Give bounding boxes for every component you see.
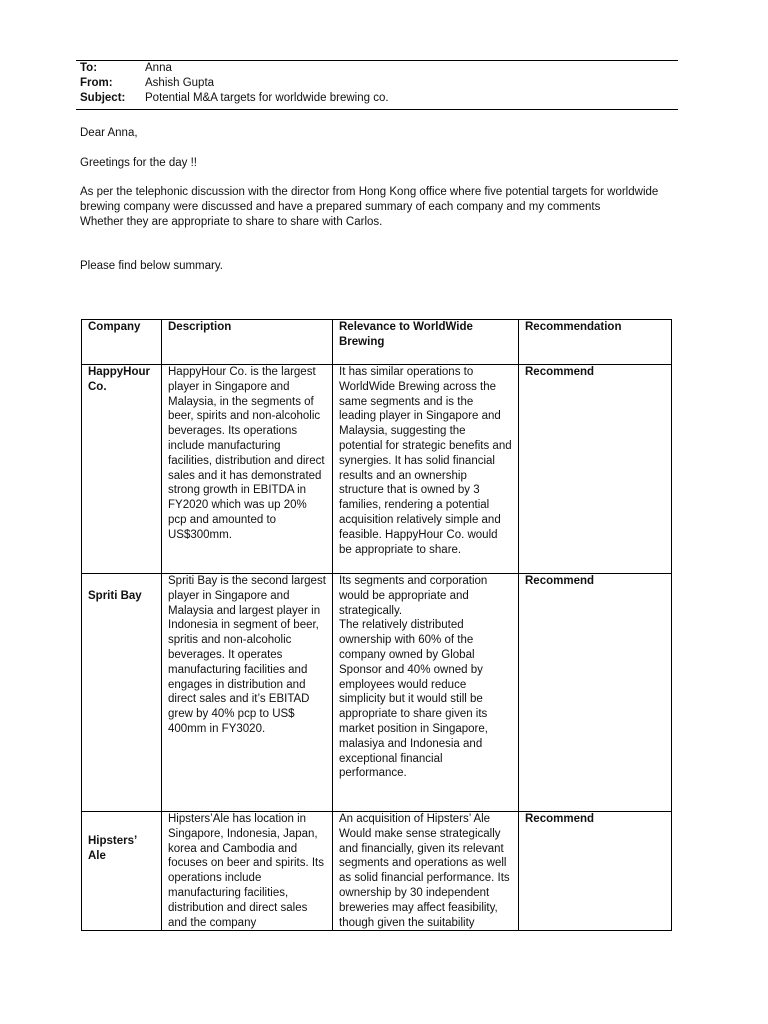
description-cell xyxy=(162,812,333,931)
description-cell xyxy=(162,365,333,574)
to-value: Anna xyxy=(145,62,172,74)
recommendation-cell xyxy=(519,365,672,574)
relevance-text: It has similar operations to WorldWide Brewing across the same segments and is the leading player in Singapore and Malaysia, suggesting the potential for strategic benefits and synergies. It has solid financial results and an ownership structure that is owned by 3 families, rendering a potential acquisition relatively simple and feasible. HappyHour Co. would be appropriate to share. xyxy=(339,366,512,556)
table-header-row xyxy=(82,320,672,365)
header-recommendation: Recommendation xyxy=(519,320,672,365)
from-label: From: xyxy=(80,77,113,89)
company-name: Hipsters’ Ale xyxy=(88,835,137,862)
table-row xyxy=(82,812,672,931)
to-line xyxy=(80,61,172,76)
description-text: HappyHour Co. is the largest player in Singapore and Malaysia, in the segments of beer, spirits and non-alcoholic beverages. Its operations include manufacturing facilities, distribution and direct sales and it has demonstrated strong growth in EBITDA in FY2020 which was up 20% pcp and amounted to US$300mm. xyxy=(168,366,325,541)
relevance-cell xyxy=(333,812,519,931)
salutation: Dear Anna, xyxy=(80,127,138,139)
intro-paragraph: As per the telephonic discussion with the director from Hong Kong office where five potential targets for worldwide brewing company were discussed and have a prepared summary of each company and my comments Whether they are appropriate to share to share with Carlos. xyxy=(80,186,659,228)
company-name: Spriti Bay xyxy=(88,590,142,602)
greeting: Greetings for the day !! xyxy=(80,157,197,169)
company-name: HappyHour Co. xyxy=(88,366,150,393)
summary-table xyxy=(81,319,672,931)
description-text: Hipsters’Ale has location in Singapore, Indonesia, Japan, korea and Cambodia and focuses on beer and spirits. Its operations include manufacturing facilities, distribution and direct sales and the company xyxy=(168,813,324,929)
subject-value: Potential M&A targets for worldwide brewing co. xyxy=(145,92,389,104)
relevance-text: Its segments and corporation would be appropriate and strategically. The relatively distributed ownership with 60% of the company owned by Global Sponsor and 40% owned by employees would reduce simplicity but it would still be appropriate to share given its market position in Singapore, malasiya and Indonesia and exceptional financial performance. xyxy=(339,575,488,780)
subject-label: Subject: xyxy=(80,92,126,104)
company-cell xyxy=(82,812,162,931)
header-company: Company xyxy=(82,320,162,365)
header-bottom-rule xyxy=(76,109,678,110)
description-text: Spriti Bay is the second largest player in Singapore and Malaysia and largest player in Indonesia in segment of beer, spritis and non-alcoholic beverages. It operates manufacturing facilities and engages in distribution and direct sales and it’s EBITAD grew by 40% pcp to US$ 400mm in FY3020. xyxy=(168,575,326,735)
recommendation-cell xyxy=(519,574,672,812)
recommendation-text: Recommend xyxy=(525,575,595,587)
to-label: To: xyxy=(80,62,98,74)
table-row xyxy=(82,365,672,574)
table-row xyxy=(82,574,672,812)
company-cell xyxy=(82,365,162,574)
recommendation-text: Recommend xyxy=(525,366,595,378)
header-description: Description xyxy=(162,320,333,365)
from-value: Ashish Gupta xyxy=(145,77,215,89)
recommendation-cell xyxy=(519,812,672,931)
relevance-cell xyxy=(333,574,519,812)
relevance-text: An acquisition of Hipsters’ Ale Would make sense strategically and financially, given its relevant segments and operations as well as solid financial performance. Its ownership by 30 independent breweries may affect feasibility, though given the suitability xyxy=(339,813,510,929)
header-relevance: Relevance to WorldWide Brewing xyxy=(333,320,519,365)
summary-intro: Please find below summary. xyxy=(80,260,223,272)
relevance-cell xyxy=(333,365,519,574)
description-cell xyxy=(162,574,333,812)
from-line xyxy=(80,76,214,91)
company-cell xyxy=(82,574,162,812)
recommendation-text: Recommend xyxy=(525,813,595,825)
subject-line xyxy=(80,91,389,106)
